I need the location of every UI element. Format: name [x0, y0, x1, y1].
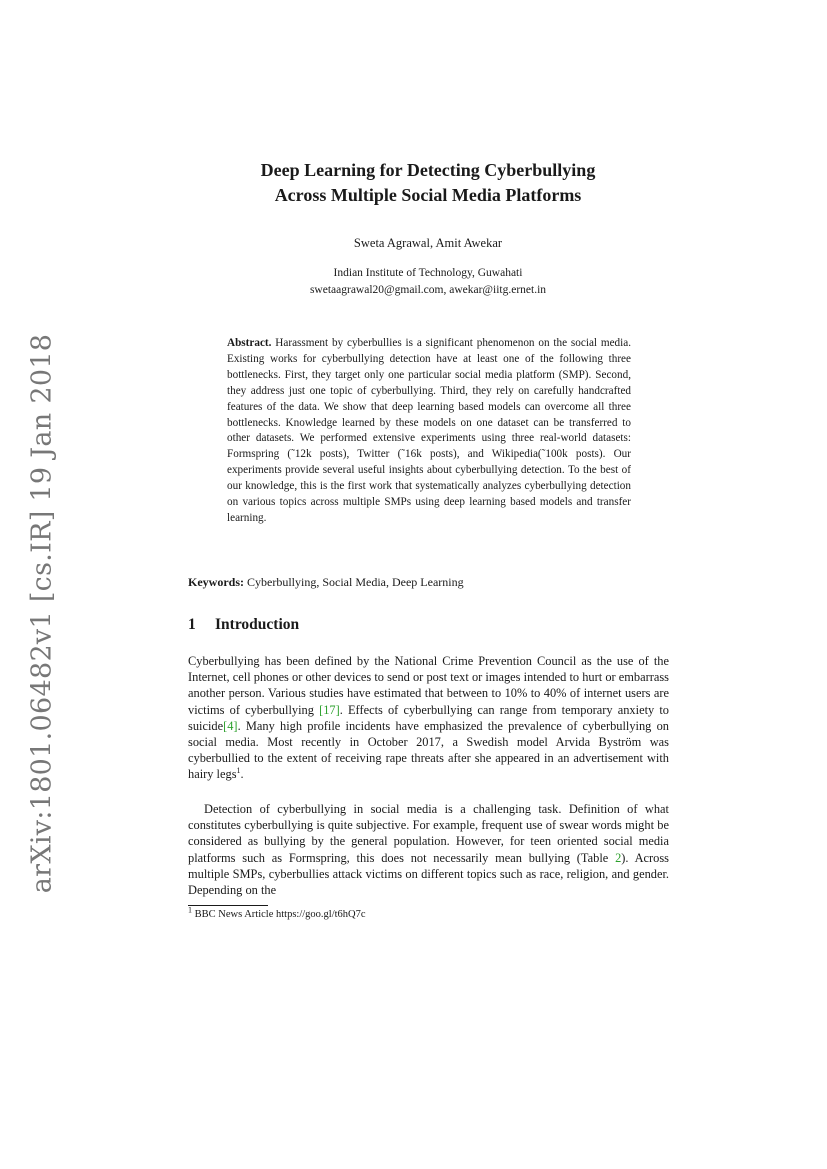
affiliation: Indian Institute of Technology, Guwahati — [333, 267, 523, 279]
para1-text-d: . — [240, 767, 244, 782]
citation-link[interactable]: [17] — [319, 702, 340, 717]
affiliation-block — [180, 265, 676, 299]
paper-title — [150, 158, 706, 208]
para1-text-b: . Effects of cyberbullying can range from temporary anxiety to suicide — [188, 702, 669, 733]
title-line-2: Across Multiple Social Media Platforms — [274, 185, 582, 205]
para1-text-a: Cyberbullying has been defined by the National Crime Prevention Council as the use of the Internet, cell phones or other devices to send or post text or images intended to hurt or embarrass another person. Various studies have estimated that between to 10% to 40% of internet users are victims of cyberbullying — [188, 654, 669, 717]
section-number: 1 — [188, 616, 196, 633]
section-heading — [188, 616, 299, 634]
abstract — [227, 336, 631, 527]
citation-link[interactable]: [4] — [223, 718, 238, 733]
keywords — [188, 575, 668, 590]
footnote-number: 1 — [188, 905, 192, 915]
title-line-1: Deep Learning for Detecting Cyberbullying — [260, 160, 596, 180]
intro-paragraph-1 — [188, 653, 669, 783]
abstract-label: Abstract. — [227, 337, 272, 349]
section-title: Introduction — [215, 616, 300, 633]
footnote-marker[interactable]: 1 — [236, 766, 241, 776]
table-reference-link[interactable]: 2 — [615, 850, 622, 865]
authors: Sweta Agrawal, Amit Awekar — [353, 236, 503, 250]
footnote-text: BBC News Article https://goo.gl/t6hQ7c — [194, 909, 366, 920]
arxiv-sidebar — [20, 333, 64, 893]
para1-text-c: . Many high profile incidents have emphasized the prevalence of cyberbullying on social media. Most recently in October 2017, a Swedish model Arvida Byström was cyberbullied to the extent of receiving rape threats after she appeared in an advertisement with hairy legs — [188, 718, 669, 782]
arxiv-identifier: arXiv:1801.06482v1 [cs.IR] 19 Jan 2018 — [26, 333, 58, 893]
intro-paragraph-2 — [188, 801, 669, 898]
keywords-text: Cyberbullying, Social Media, Deep Learning — [247, 575, 464, 589]
keywords-label: Keywords: — [188, 575, 244, 589]
emails: swetaagrawal20@gmail.com, awekar@iitg.ernet.in — [309, 284, 547, 296]
para2-text-b: ). Across multiple SMPs, cyberbullies attack victims on different topics such as race, religion, and gender. Depending on the — [188, 850, 669, 898]
para2-text-a: Detection of cyberbullying in social media is a challenging task. Definition of what constitutes cyberbullying is quite subjective. For example, frequent use of swear words might be considered as bullying by the general population. However, for teen oriented social media platforms such as Formspring, this does not necessarily mean bullying (Table — [188, 802, 669, 865]
footnote — [188, 905, 668, 920]
footnote-divider — [188, 905, 268, 906]
abstract-text: Harassment by cyberbullies is a significant phenomenon on the social media. Existing works for cyberbullying detection have at least one of the following three bottlenecks. First, they target only one particular social media platform (SMP). Second, they address just one topic of cyberbullying. Third, they rely on carefully handcrafted features of the data. We show that deep learning based models can overcome all three bottlenecks. Knowledge learned by these models on one dataset can be transferred to other datasets. We performed extensive experiments using three real-world datasets: Formspring (˜12k posts), Twitter (˜16k posts), and Wikipedia(˜100k posts). Our experiments provide several useful insights about cyberbullying detection. To the best of our knowledge, this is the first work that systematically analyzes cyberbullying detection on various topics across multiple SMPs using deep learning based models and transfer learning. — [227, 337, 632, 524]
